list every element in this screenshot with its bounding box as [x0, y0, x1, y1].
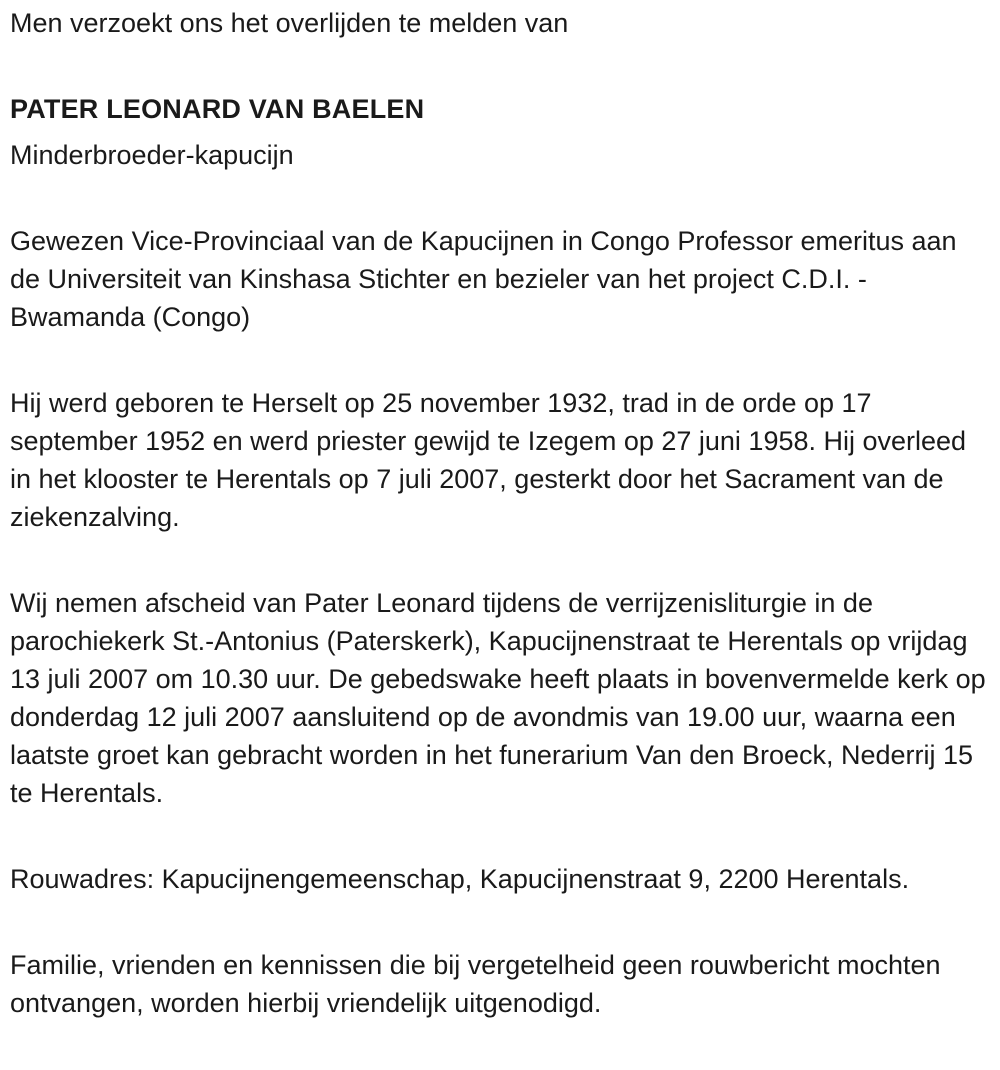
deceased-subtitle: Minderbroeder-kapucijn [10, 140, 294, 170]
paragraph-titles-functions: Gewezen Vice-Provinciaal van de Kapucijnen in Congo Professor emeritus aan de Universiteit van Kinshasa Stichter en bezieler van het project C.D.I. - Bwamanda (Congo) [10, 226, 957, 332]
paragraph-life-dates: Hij werd geboren te Herselt op 25 november 1932, trad in de orde op 17 september 1952 en werd priester gewijd te Izegem op 27 juni 1958. Hij overleed in het klooster te Herentals op 7 juli 2007, gesterkt door het Sacrament van de ziekenzalving. [10, 388, 967, 532]
intro-line: Men verzoekt ons het overlijden te melden van [10, 8, 569, 38]
paragraph-funeral-details: Wij nemen afscheid van Pater Leonard tijdens de verrijzenisliturgie in de parochiekerk St.-Antonius (Paterskerk), Kapucijnenstraat te Herentals op vrijdag 13 juli 2007 om 10.30 uur. De gebedswake heeft plaats in bovenvermelde kerk op donderdag 12 juli 2007 aansluitend op de avondmis van 19.00 uur, waarna een laatste groet kan gebracht worden in het funerarium Van den Broeck, Nederrij 15 te Herentals. [10, 588, 986, 808]
paragraph-mourning-address: Rouwadres: Kapucijnengemeenschap, Kapucijnenstraat 9, 2200 Herentals. [10, 864, 910, 894]
deceased-name-heading: PATER LEONARD VAN BAELEN [10, 94, 425, 124]
paragraph-invitation: Familie, vrienden en kennissen die bij vergetelheid geen rouwbericht mochten ontvangen, worden hierbij vriendelijk uitgenodigd. [10, 950, 941, 1018]
